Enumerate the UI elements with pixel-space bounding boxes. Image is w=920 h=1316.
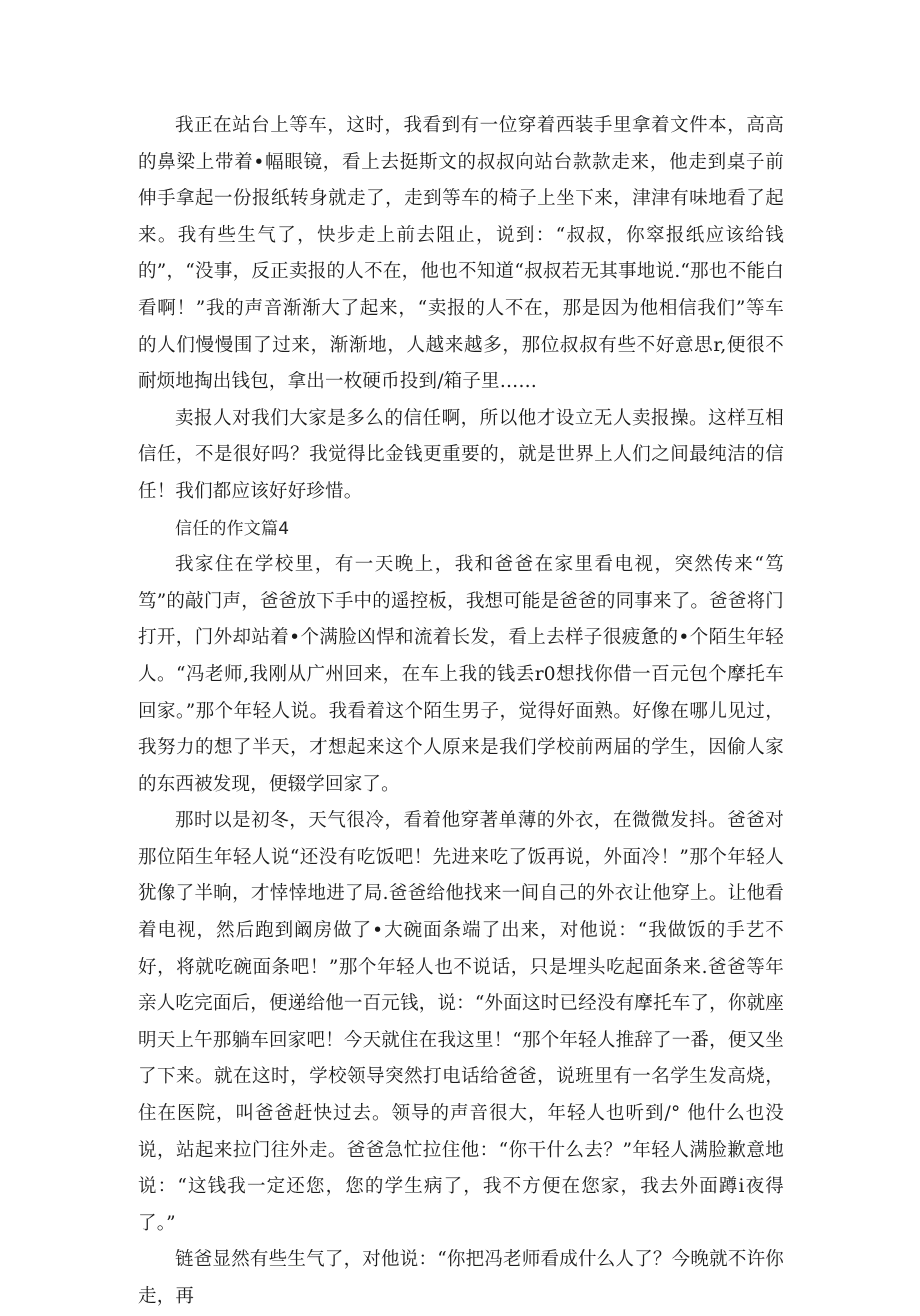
paragraph-knock-at-door: 我家住在学校里，有一天晚上，我和爸爸在家里看电视，突然传来“笃笃”的敲门声，爸爸放下手中的遥控板，我想可能是爸爸的同事来了。爸爸将门打开，门外却站着•个满脸凶悍和流着长发，看上去样子很疲惫的•个陌生年轻人。“冯老师,我刚从广州回来，在车上我的钱丢r0想找你借一百元包个摩托车回家。”那个年轻人说。我看着这个陌生男子，觉得好面熟。好像在哪儿见过，我努力的想了半天，才想起来这个人原来是我们学校前两届的学生，因偷人家的东西被发现，便辍学回家了。 bbox=[138, 554, 784, 795]
paragraph-trust-reflection: 卖报人对我们大家是多么的信任啊，所以他才设立无人卖报操。这样互相信任，不是很好吗？我觉得比金钱更重要的，就是世界上人们之间最纯洁的信任！我们都应该好好珍惜。 bbox=[138, 407, 784, 502]
section-heading: 信任的作文篇4 bbox=[175, 518, 290, 539]
paragraph-waiting-for-bus: 我正在站台上等车，这时，我看到有一位穿着西装手里拿着文件本，高高的鼻梁上带着•幅眼镜，看上去挺斯文的叔叔向站台款款走来，他走到桌子前伸手拿起一份报纸转身就走了，走到等车的椅子上坐下来，津津有味地看了起来。我有些生气了，快步走上前去阻止，说到：“叔叔，你窣报纸应该给钱的”，“没事，反正卖报的人不在，他也不知道“叔叔若无其事地说.“那也不能白看啊！”我的声音渐渐大了起来，“卖报的人不在，那是因为他相信我们”等车的人们慢慢围了过来，渐渐地，人越来越多，那位叔叔有些不好意思r,便很不耐烦地掏出钱包，拿出一枚硬币投到/箱子里…… bbox=[138, 115, 784, 393]
document-body bbox=[138, 108, 784, 1316]
paragraph-father-angry: 链爸显然有些生气了，对他说：“你把冯老师看成什么人了？今晚就不许你走，再 bbox=[138, 1249, 784, 1307]
paragraph-early-winter: 那时以是初冬，天气很冷，看着他穿著单薄的外衣，在微微发抖。爸爸对那位陌生年轻人说“还没有吃饭吧！先进来吃了饭再说，外面冷！”那个年轻人犹像了半晌，才悻悻地进了局.爸爸给他找来一间自己的外衣让他穿上。让他看着电视，然后跑到阚房做了•大碗面条端了出来，对他说：“我做饭的手艺不好，将就吃碗面条吧！”那个年轻人也不说话，只是埋头吃起面条来.爸爸等年亲人吃完面后，便递给他一百元钱，说：“外面这时已经没有摩托车了，你就座明天上午那躺车回家吧！今天就住在我这里！“那个年轻人推辞了一番，便又坐了下来。就在这时，学校领导突然打电话给爸爸，说班里有一名学生发高烧，住在医院，叫爸爸赶快过去。领导的声音很大，年轻人也听到/° 他什么也没说，站起来拉门往外走。爸爸急忙拉住他：“你干什么去？”年轻人满脸歉意地说：“这钱我一定还您，您的学生病了，我不方便在您家，我去外面蹲i夜得了。” bbox=[138, 810, 784, 1234]
